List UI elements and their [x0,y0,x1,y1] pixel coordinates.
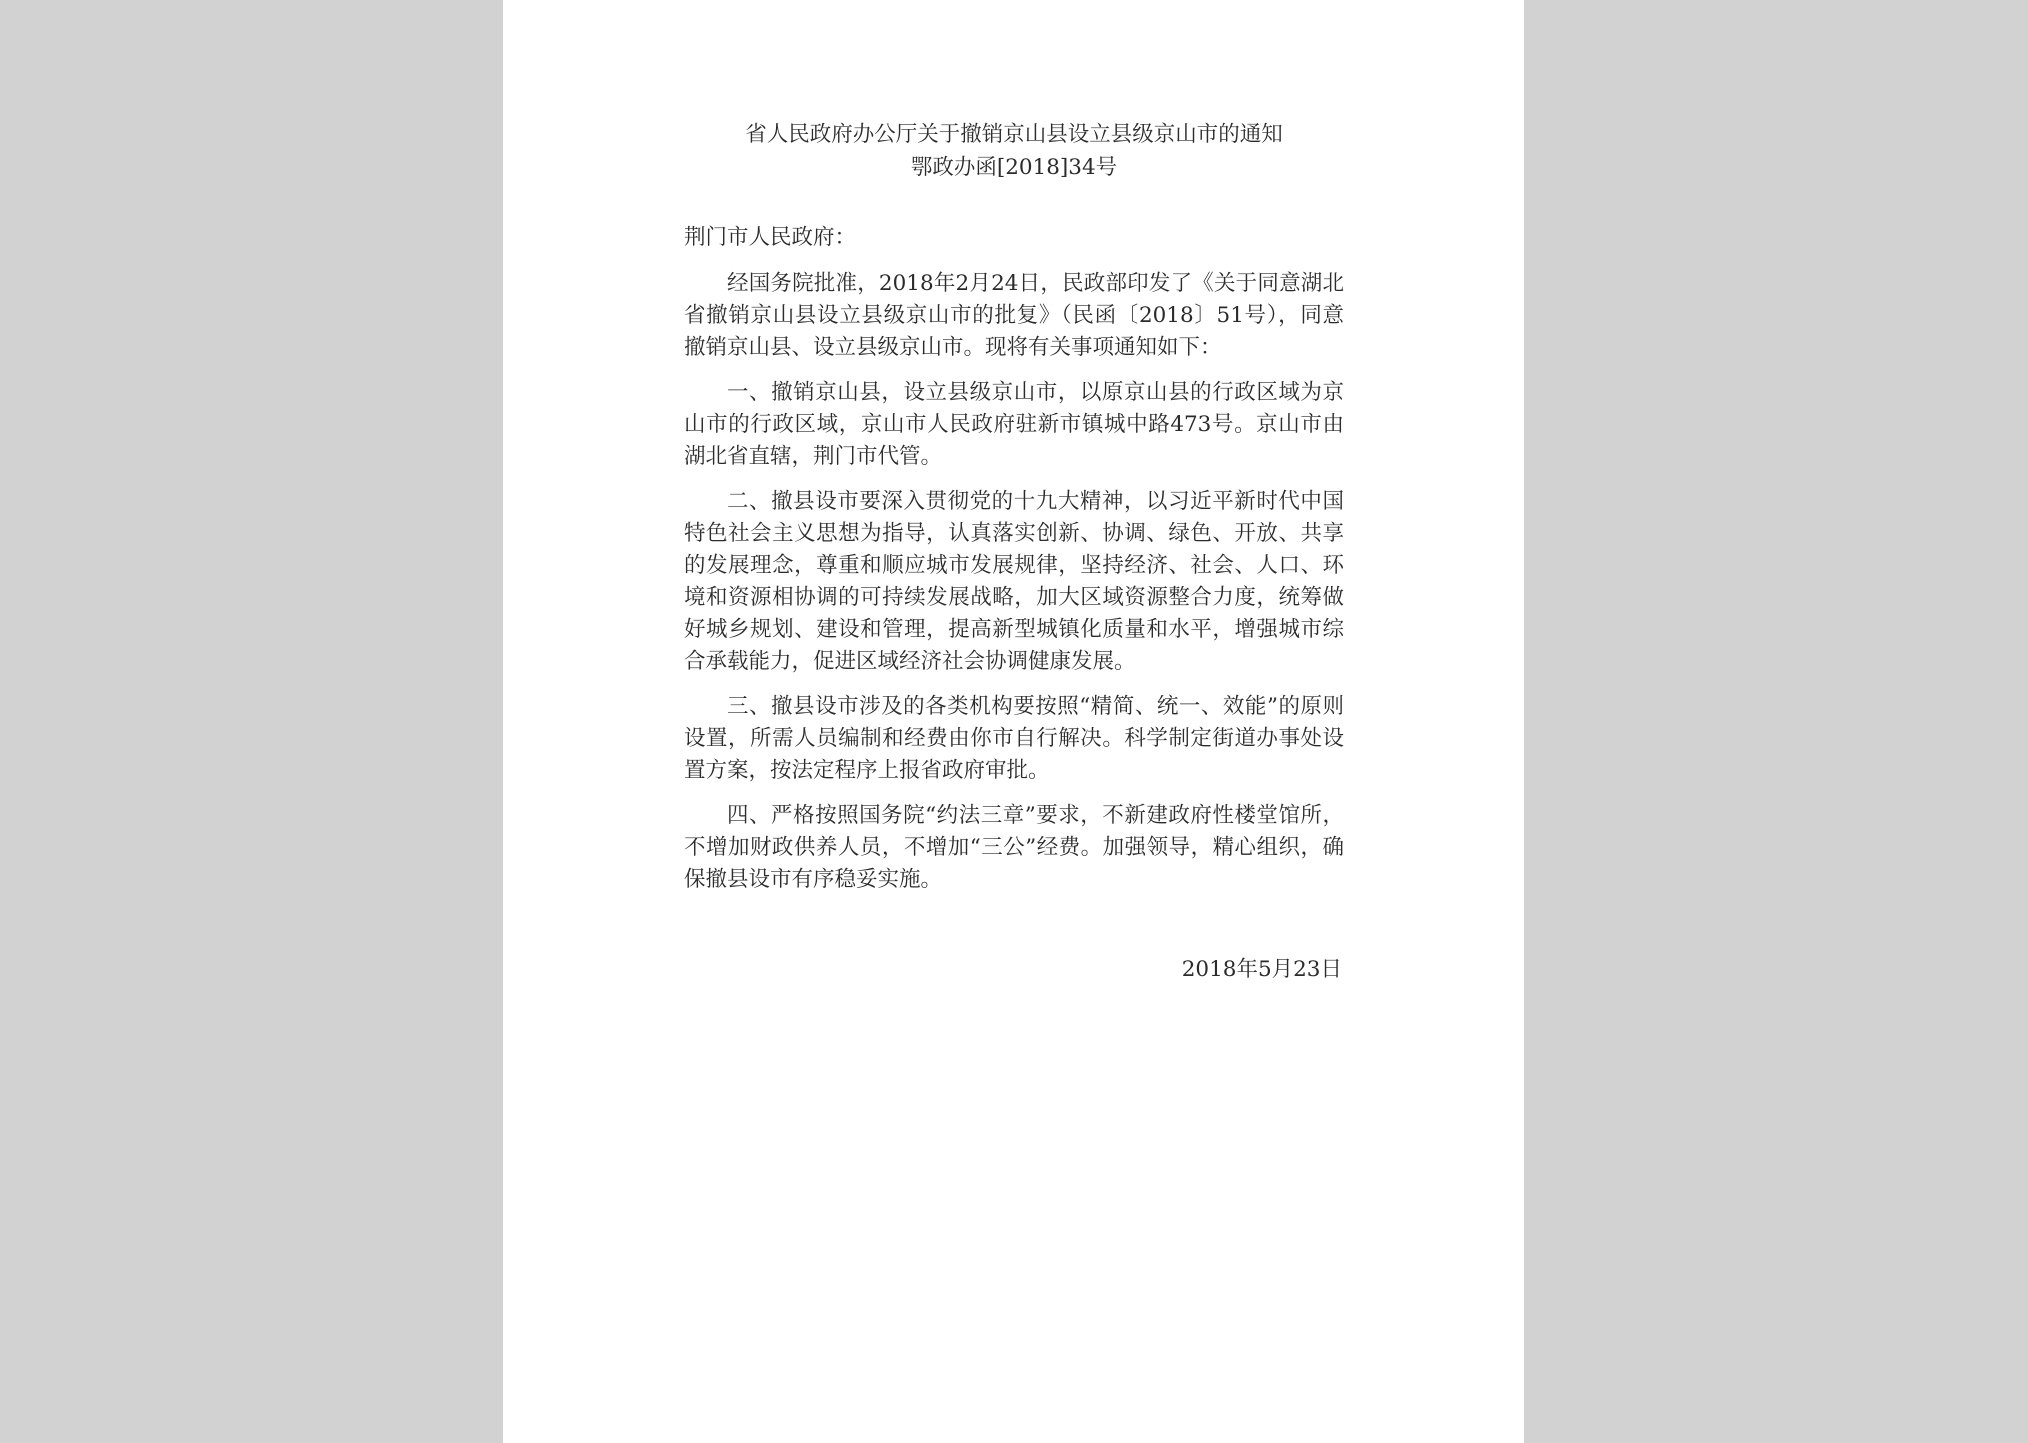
paragraph-item-3: 三、撤县设市涉及的各类机构要按照“精简、统一、效能”的原则设置，所需人员编制和经费由你市自行解决。科学制定街道办事处设置方案，按法定程序上报省政府审批。 [684,694,1344,783]
document-page [503,0,1524,1443]
document-number: 鄂政办函[2018]34号 [910,155,1118,180]
paragraph-intro: 经国务院批准，2018年2月24日，民政部印发了《关于同意湖北省撤销京山县设立县级京山市的批复》（民函〔2018〕51号），同意撤销京山县、设立县级京山市。现将有关事项通知如下： [684,271,1344,360]
paragraph-item-4: 四、严格按照国务院“约法三章”要求，不新建政府性楼堂馆所，不增加财政供养人员，不增加“三公”经费。加强领导，精心组织，确保撤县设市有序稳妥实施。 [684,803,1344,892]
paragraph-item-1: 一、撤销京山县，设立县级京山市，以原京山县的行政区域为京山市的行政区域，京山市人民政府驻新市镇城中路473号。京山市由湖北省直辖，荆门市代管。 [684,380,1344,469]
document-title: 省人民政府办公厅关于撤销京山县设立县级京山市的通知 [745,122,1283,147]
document-body [684,118,1344,986]
document-date: 2018年5月23日 [1181,957,1342,982]
paragraph-item-2: 二、撤县设市要深入贯彻党的十九大精神，以习近平新时代中国特色社会主义思想为指导，认真落实创新、协调、绿色、开放、共享的发展理念，尊重和顺应城市发展规律，坚持经济、社会、人口、环境和资源相协调的可持续发展战略，加大区域资源整合力度，统筹做好城乡规划、建设和管理，提高新型城镇化质量和水平，增强城市综合承载能力，促进区域经济社会协调健康发展。 [684,489,1344,674]
salutation: 荆门市人民政府： [684,225,857,250]
